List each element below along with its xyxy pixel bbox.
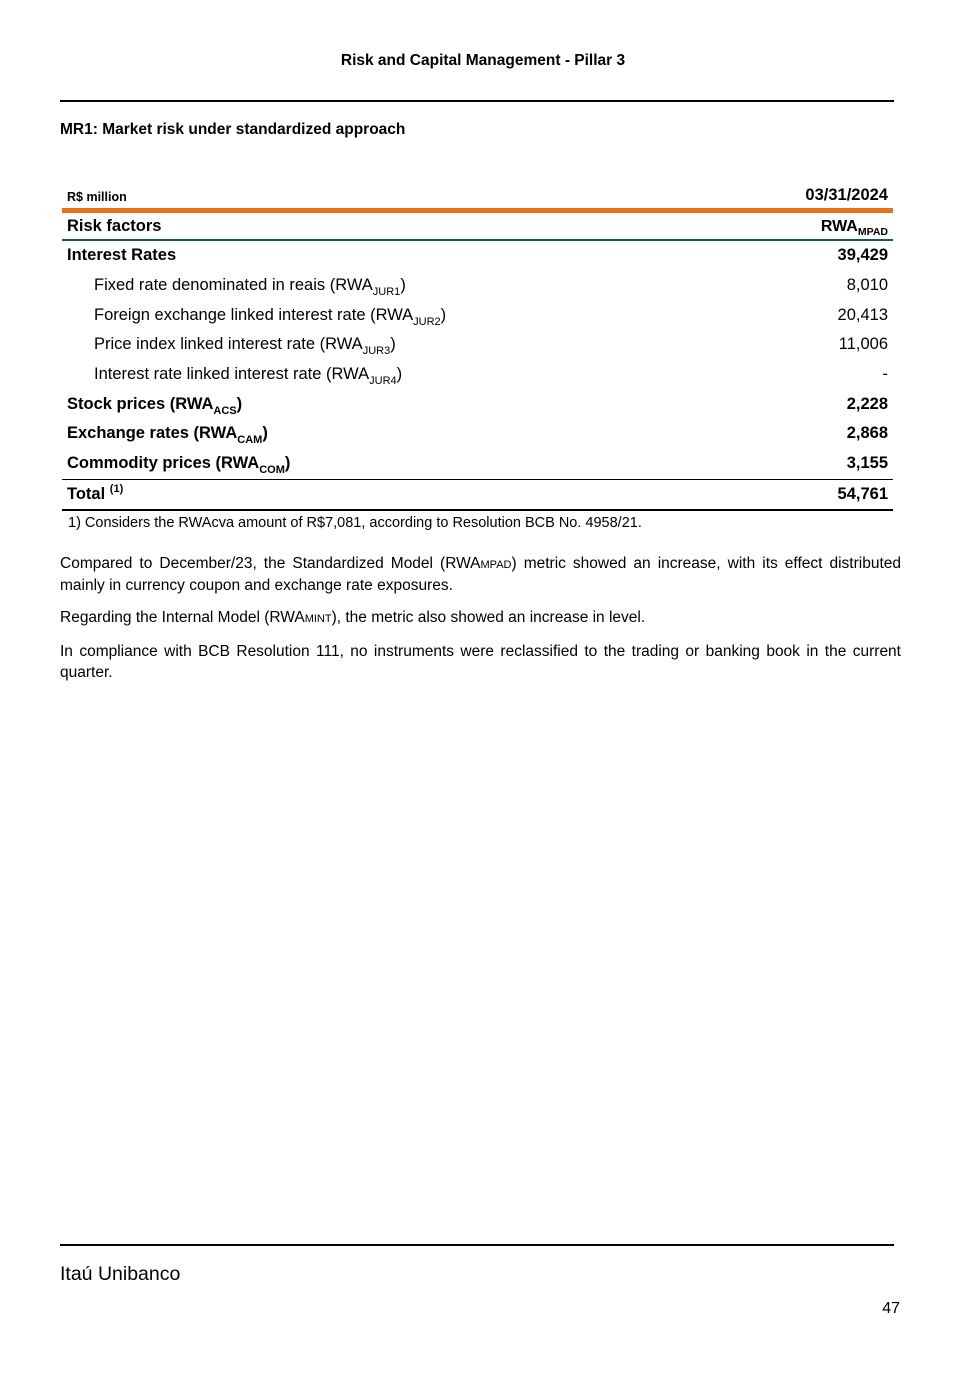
- rwa-mpad-header: $RWA_{MPAD}$: [820, 217, 888, 238]
- section-title: MR1: Market risk under standardized approach: [60, 121, 406, 138]
- row-value: 39,429: [837, 246, 888, 265]
- paragraph-standardized-model: Compared to December/23, the Standardized Model (RWAMPAD) metric showed an increase, with its effect distributed mainly in currency coupon and exchange rate exposures.: [60, 555, 901, 594]
- market-risk-table: [62, 184, 893, 511]
- row-value: -: [882, 365, 888, 384]
- row-value: 2,868: [846, 424, 888, 443]
- row-label: Stock prices $(RWA_{ACS})$: [67, 394, 243, 417]
- risk-factors-header: Risk factors: [67, 217, 162, 235]
- table-header-row: [62, 213, 893, 241]
- row-value: 2,228: [846, 394, 888, 413]
- footer-company-name: Itaú Unibanco: [60, 1263, 181, 1285]
- row-value: 20,413: [837, 305, 888, 324]
- page-number: 47: [882, 1300, 900, 1317]
- total-row: [62, 479, 893, 511]
- row-label: Foreign exchange linked interest rate $(RWA_{JUR2})$: [94, 305, 447, 328]
- table-row: [62, 389, 893, 419]
- table-row: [62, 360, 893, 390]
- table-row: [62, 271, 893, 301]
- paragraph-internal-model: Regarding the Internal Model (RWAMINT), the metric also showed an increase in level.: [60, 609, 646, 626]
- total-label: Total $^{(1)}$: [67, 482, 124, 503]
- row-label: Interest Rates: [67, 246, 177, 265]
- footer-divider: [60, 1244, 894, 1246]
- table-row: [62, 300, 893, 330]
- table-row: [62, 241, 893, 271]
- table-row: [62, 419, 893, 449]
- paragraph-compliance: In compliance with BCB Resolution 111, no instruments were reclassified to the trading or banking book in the current quarter.: [60, 643, 901, 681]
- table-row: [62, 330, 893, 360]
- row-value: 8,010: [846, 276, 888, 295]
- page-header-title: Risk and Capital Management - Pillar 3: [340, 52, 626, 69]
- header-divider: [60, 100, 894, 102]
- row-value: 11,006: [838, 335, 888, 354]
- table-row: [62, 449, 893, 479]
- row-label: Price index linked interest rate $(RWA_{JUR3})$: [94, 335, 396, 358]
- table-footnote: 1) Considers the RWAcva amount of R$7,081, according to Resolution BCB No. 4958/21.: [68, 515, 642, 531]
- units-label: R$ million: [67, 190, 127, 204]
- row-label: Commodity prices $(RWA_{COM})$: [67, 454, 291, 477]
- row-value: 3,155: [846, 454, 888, 473]
- row-label: Interest rate linked interest rate $(RWA_{JUR4})$: [94, 365, 403, 388]
- total-value: 54,761: [837, 484, 888, 503]
- table-units-row: [62, 184, 893, 208]
- date-column-header: 03/31/2024: [805, 186, 888, 204]
- row-label: Exchange rates $(RWA_{CAM})$: [67, 424, 268, 447]
- row-label: Fixed rate denominated in reais $(RWA_{JUR1})$: [94, 276, 406, 299]
